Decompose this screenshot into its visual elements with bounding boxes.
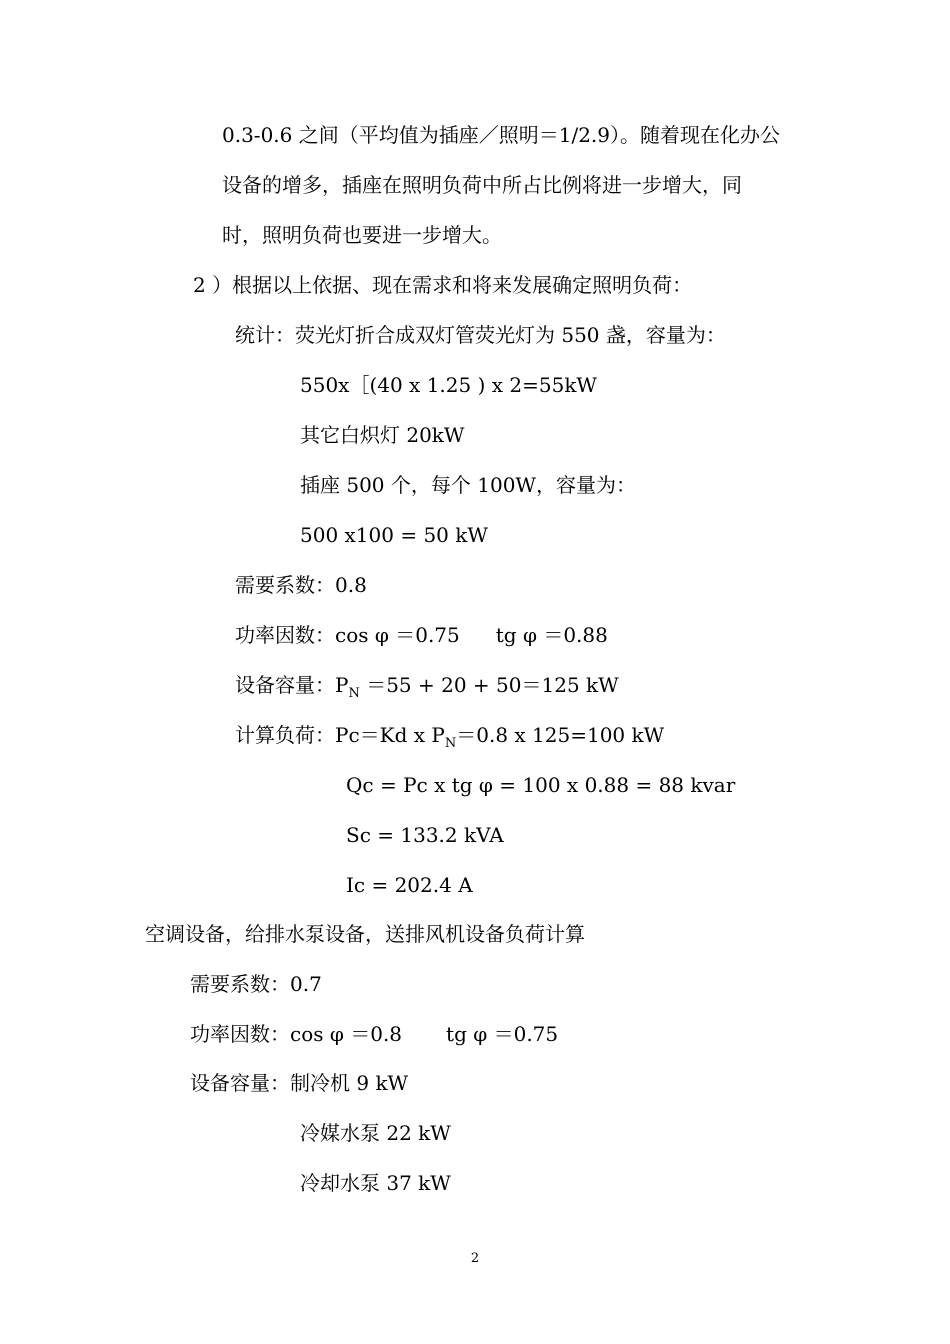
pf-label: 功率因数： bbox=[235, 623, 335, 647]
hvac-pf-label: 功率因数： bbox=[190, 1022, 290, 1046]
paragraph-line-1: 0.3-0.6 之间（平均值为插座／照明＝1/2.9）。随着现在化办公 bbox=[222, 123, 780, 147]
page-number: 2 bbox=[470, 1251, 480, 1266]
paragraph-line-3: 时，照明负荷也要进一步增大。 bbox=[222, 223, 502, 247]
hvac-demand-label: 需要系数： bbox=[190, 972, 290, 996]
cap-p: P bbox=[335, 673, 349, 697]
calc-load-line bbox=[235, 721, 664, 758]
hvac-pf-tg: tg φ ＝0.75 bbox=[446, 1022, 559, 1046]
hvac-capacity-line bbox=[190, 1069, 408, 1097]
hvac-demand-value: 0.7 bbox=[290, 972, 322, 996]
demand-value: 0.8 bbox=[335, 573, 367, 597]
lighting-capacity-line bbox=[235, 671, 619, 708]
hvac-heading: 空调设备，给排水泵设备，送排风机设备负荷计算 bbox=[145, 922, 585, 946]
calc-subscript: N bbox=[444, 736, 457, 751]
lighting-heading: 2 ）根据以上依据、现在需求和将来发展确定照明负荷： bbox=[193, 273, 693, 297]
incandescent-line: 其它白炽灯 20kW bbox=[300, 423, 465, 447]
hvac-item-chilled-water-pump: 冷媒水泵 22 kW bbox=[300, 1121, 451, 1145]
hvac-pf-cos: cos φ ＝0.8 bbox=[290, 1022, 403, 1046]
calc-sc: Sc = 133.2 kVA bbox=[346, 823, 504, 847]
lighting-pf-line bbox=[235, 621, 608, 649]
socket-formula: 500 x100 = 50 kW bbox=[300, 523, 488, 547]
cap-rest: ＝55 + 20 + 50＝125 kW bbox=[359, 673, 619, 697]
calc-label: 计算负荷： bbox=[235, 723, 335, 747]
lighting-demand-line bbox=[235, 571, 367, 599]
calc-qc: Qc = Pc x tg φ = 100 x 0.88 = 88 kvar bbox=[346, 773, 736, 797]
cap-subscript: N bbox=[348, 686, 360, 701]
hvac-demand-line bbox=[190, 970, 322, 998]
stat-label: 统计： bbox=[235, 323, 295, 347]
hvac-cap-label: 设备容量： bbox=[190, 1071, 290, 1095]
pf-tg: tg φ ＝0.88 bbox=[495, 623, 608, 647]
fluorescent-formula: 550x［(40 x 1.25 ) x 2=55kW bbox=[300, 373, 597, 397]
demand-label: 需要系数： bbox=[235, 573, 335, 597]
hvac-pf-line bbox=[190, 1020, 558, 1048]
paragraph-line-2: 设备的增多，插座在照明负荷中所占比例将进一步增大，同 bbox=[222, 173, 742, 197]
stat-text: 荧光灯折合成双灯管荧光灯为 550 盏，容量为： bbox=[295, 323, 726, 347]
calc-pc-rest: ＝0.8 x 125=100 kW bbox=[456, 723, 665, 747]
calc-pc: Pc＝Kd x P bbox=[335, 723, 445, 747]
stat-line bbox=[235, 321, 726, 349]
hvac-item-chiller: 制冷机 9 kW bbox=[290, 1071, 409, 1095]
sockets-line: 插座 500 个，每个 100W，容量为： bbox=[300, 473, 636, 497]
pf-cos: cos φ ＝0.75 bbox=[335, 623, 460, 647]
cap-label: 设备容量： bbox=[235, 673, 335, 697]
hvac-item-cooling-water-pump: 冷却水泵 37 kW bbox=[300, 1171, 451, 1195]
calc-ic: Ic = 202.4 A bbox=[346, 873, 473, 897]
